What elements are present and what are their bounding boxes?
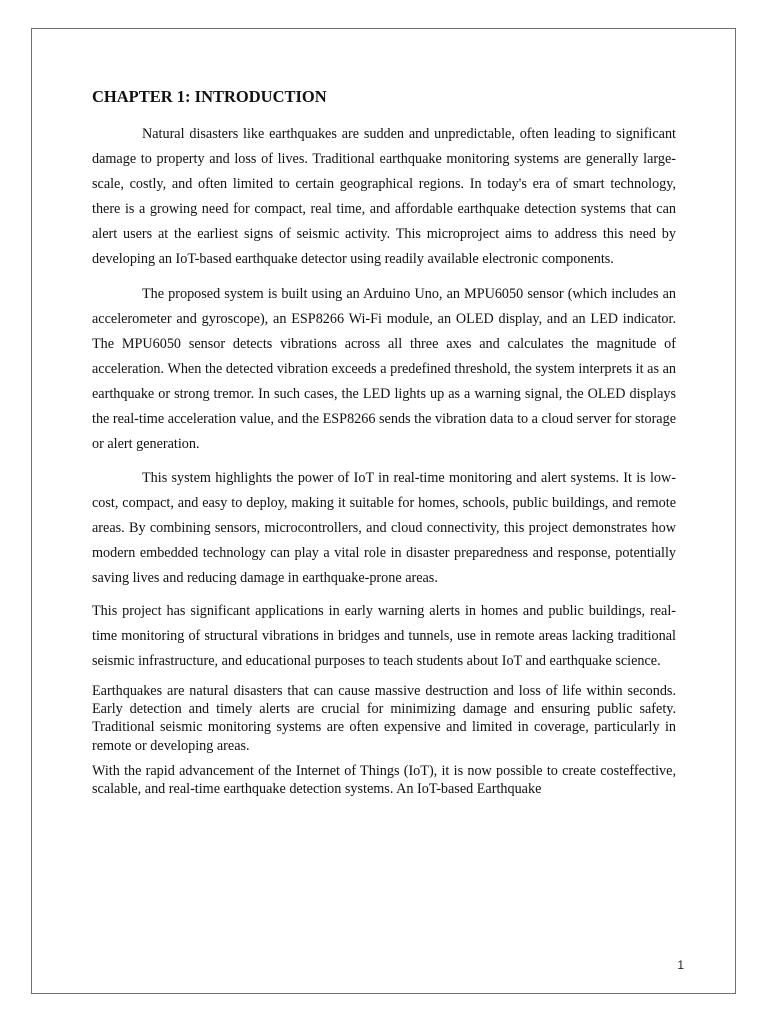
paragraph-iot-power: This system highlights the power of IoT in real-time monitoring and alert systems. It is low-cost, compact, and easy to deploy, making it suitable for homes, schools, public buildings, and remote areas. By combining sensors, microcontrollers, and cloud connectivity, this project demonstrates how modern embedded technology can play a vital role in disaster preparedness and response, potentially saving lives and reducing damage in earthquake-prone areas. [92, 470, 676, 586]
paragraph-intro: Natural disasters like earthquakes are sudden and unpredictable, often leading to significant damage to property and loss of lives. Traditional earthquake monitoring systems are generally large-scale, costly, and often limited to certain geographical regions. In today's era of smart technology, there is a growing need for compact, real time, and affordable earthquake detection systems that can alert users at the earliest signs of seismic activity. This microproject aims to address this need by developing an IoT-based earthquake detector using readily available electronic components. [92, 126, 676, 267]
paragraph-system: The proposed system is built using an Arduino Uno, an MPU6050 sensor (which includes an accelerometer and gyroscope), an ESP8266 Wi-Fi module, an OLED display, and an LED indicator. The MPU6050 sensor detects vibrations across all three axes and calculates the magnitude of acceleration. When the detected vibration exceeds a predefined threshold, the system interprets it as an earthquake or strong tremor. In such cases, the LED lights up as a warning signal, the OLED displays the real-time acceleration value, and the ESP8266 sends the vibration data to a cloud server for storage or alert generation. [92, 286, 676, 452]
paragraph-iot-advancement: With the rapid advancement of the Internet of Things (IoT), it is now possible to create costeffective, scalable, and real-time earthquake detection systems. An IoT-based Earthquake [92, 762, 676, 798]
document-body [92, 86, 676, 798]
page-number: 1 [677, 958, 684, 972]
paragraph-earthquakes: Earthquakes are natural disasters that can cause massive destruction and loss of life within seconds. Early detection and timely alerts are crucial for minimizing damage and ensuring public safety. Traditional seismic monitoring systems are often expensive and limited in coverage, particularly in remote or developing areas. [92, 683, 676, 754]
chapter-title: CHAPTER 1: INTRODUCTION [92, 87, 327, 106]
paragraph-applications: This project has significant applications in early warning alerts in homes and public buildings, real-time monitoring of structural vibrations in bridges and tunnels, use in remote areas lacking traditional seismic infrastructure, and educational purposes to teach students about IoT and earthquake science. [92, 603, 676, 669]
